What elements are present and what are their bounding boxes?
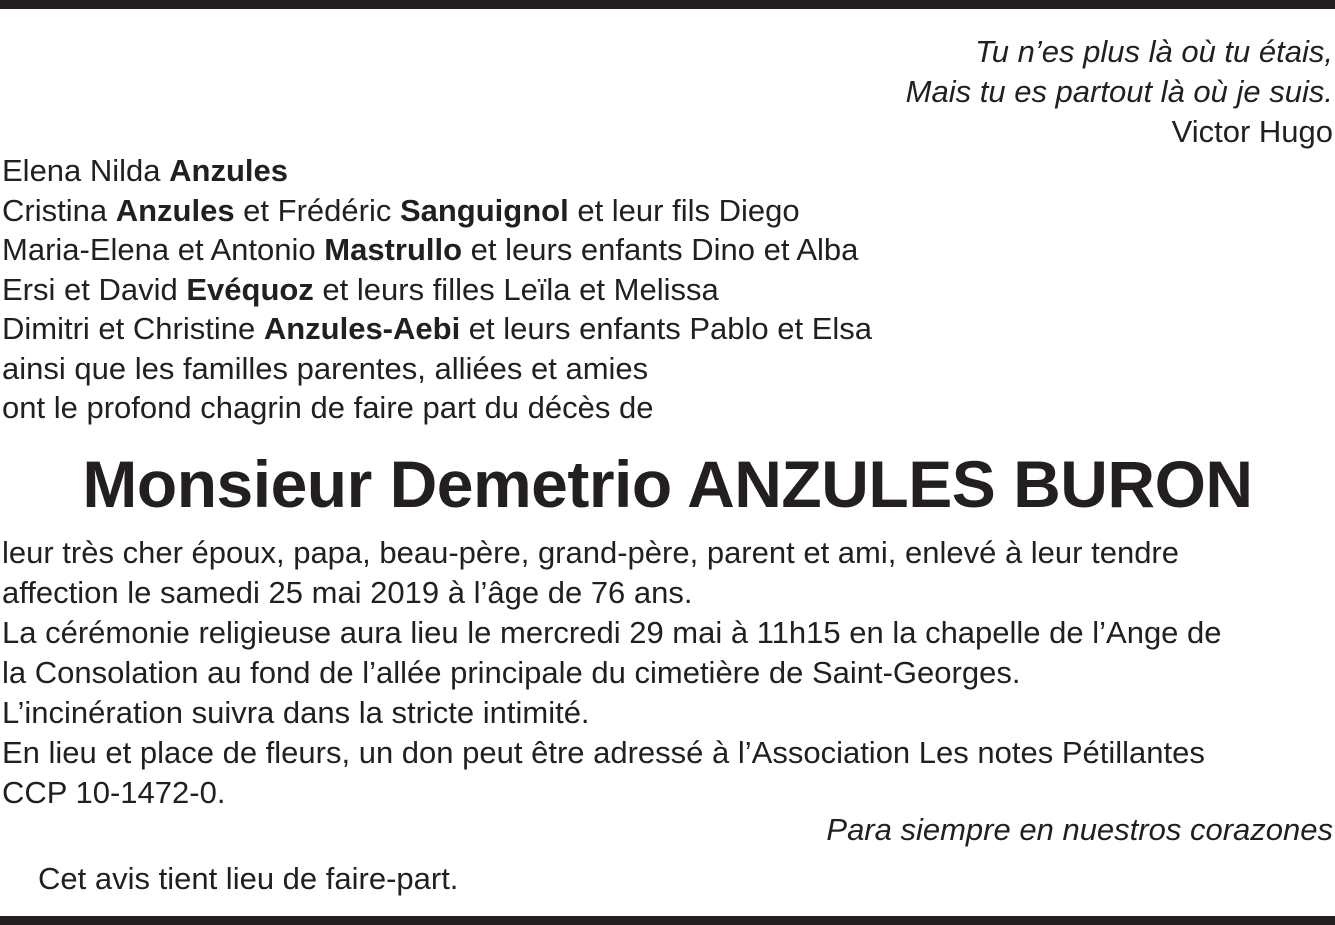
epigraph-author: Victor Hugo [1171,114,1333,149]
deceased-name: Monsieur Demetrio ANZULES BURON [82,447,1253,521]
family-line [2,151,872,191]
epigraph [906,32,1333,152]
family-surname: Sanguignol [399,192,569,228]
body-line: L’incinération suivra dans la stricte intimité. [2,695,590,730]
announcement-body [2,533,1333,813]
intro-line-2: ont le profond chagrin de faire part du décès de [2,390,654,425]
intro-line-1: ainsi que les familles parentes, alliées et amies [2,350,649,386]
family-surname: Mastrullo [324,232,463,267]
family-surname: Anzules [169,153,289,188]
family-surname: Anzules-Aebi [263,311,461,346]
family-line-text: Ersi et David [2,271,187,307]
body-line: affection le samedi 25 mai 2019 à l’âge de 76 ans. [2,575,693,610]
family-line-text: Elena Nilda [2,153,170,188]
epigraph-line-1: Tu n’es plus là où tu étais, [975,34,1333,69]
family-line-text: et leurs enfants Dino et Alba [462,232,859,267]
family-line-text: et Frédéric [234,192,400,228]
family-line-text: et leurs enfants Pablo et Elsa [460,311,873,346]
family-line-text: Cristina [2,192,116,228]
bottom-border-rule [0,916,1335,925]
family-line [2,230,872,270]
family-line [2,270,872,310]
epigraph-line-2: Mais tu es partout là où je suis. [905,74,1333,109]
family-line-text: et leurs filles Leïla et Melissa [313,271,719,307]
family-line [2,191,872,231]
body-line: leur très cher époux, papa, beau-père, grand-père, parent et ami, enlevé à leur tendre [2,535,1180,570]
body-line: la Consolation au fond de l’allée principale du cimetière de Saint-Georges. [2,655,1021,690]
family-list [2,151,872,428]
body-line: CCP 10-1472-0. [2,775,226,810]
family-line [2,309,872,349]
family-surname: Anzules [115,192,235,228]
family-line-text: Dimitri et Christine [2,311,264,346]
body-line: En lieu et place de fleurs, un don peut être adressé à l’Association Les notes Pétillantes [2,735,1205,770]
family-surname: Evéquoz [186,271,314,307]
top-border-rule [0,0,1335,9]
notice-text: Cet avis tient lieu de faire-part. [38,861,459,896]
body-line: La cérémonie religieuse aura lieu le mercredi 29 mai à 11h15 en la chapelle de l’Ange de [2,615,1222,650]
closing-phrase: Para siempre en nuestros corazones [826,812,1333,847]
family-line-text: et leur fils Diego [568,192,800,228]
family-line-text: Maria-Elena et Antonio [2,232,325,267]
